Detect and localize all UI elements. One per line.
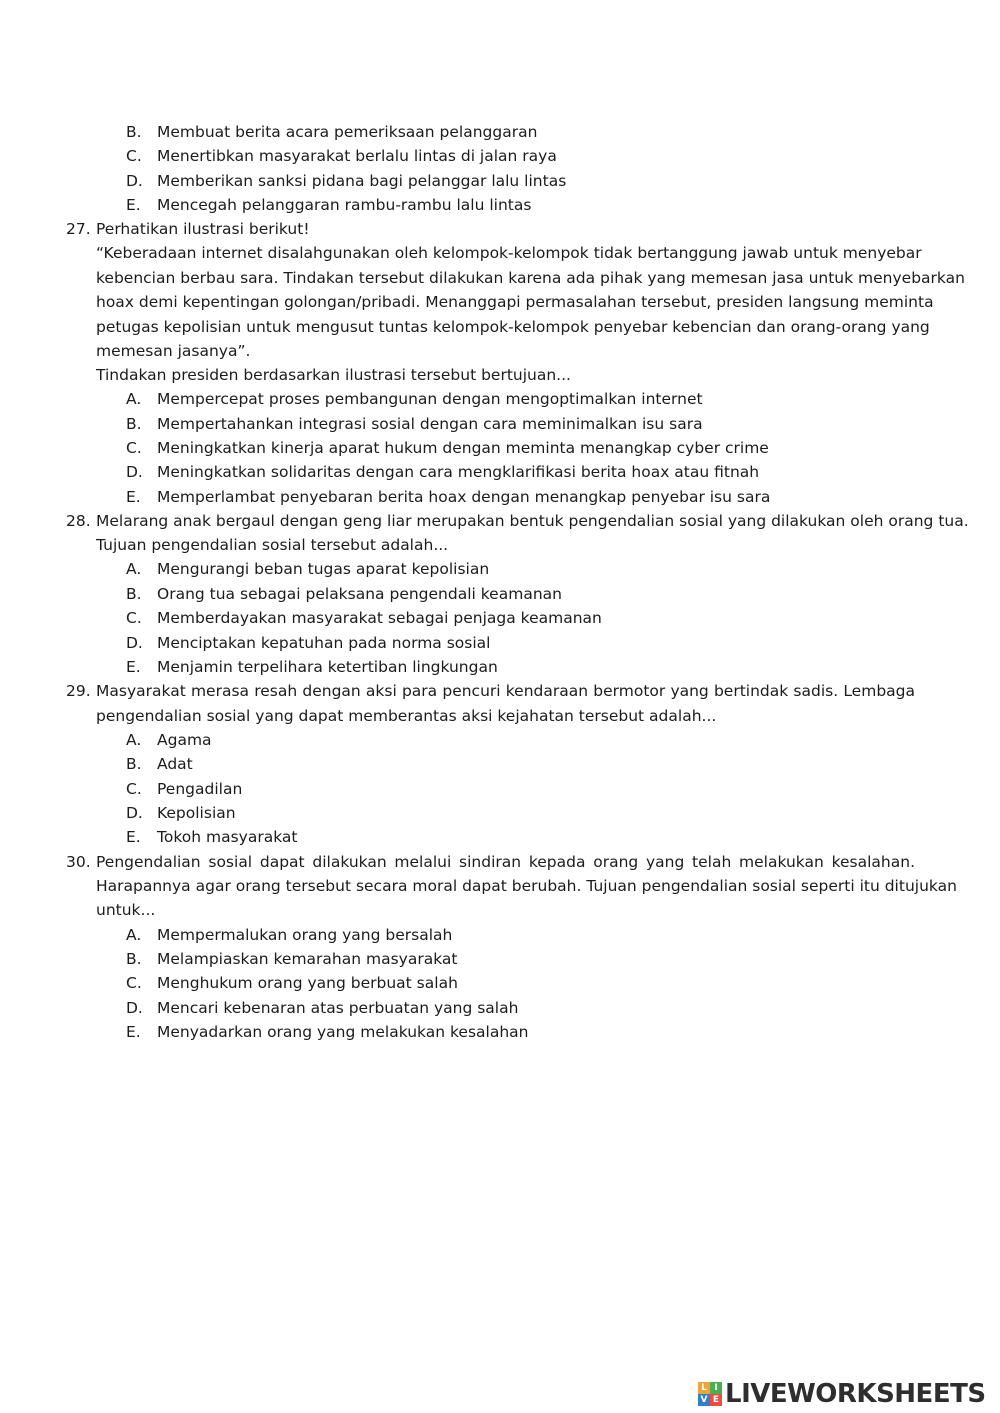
option-text: Menghukum orang yang berbuat salah xyxy=(157,974,458,992)
q29-line: Masyarakat merasa resah dengan aksi para pencuri kendaraan bermotor yang bertindak sadis. Lembaga xyxy=(96,682,915,700)
option-letter: B. xyxy=(126,585,142,603)
option-text: Mempermalukan orang yang bersalah xyxy=(157,926,453,944)
q27-option-a xyxy=(126,387,703,411)
option-text: Menyadarkan orang yang melakukan kesalahan xyxy=(157,1023,529,1041)
option-text: Mempertahankan integrasi sosial dengan cara meminimalkan isu sara xyxy=(157,415,703,433)
q30-line: Pengendalian sosial dapat dilakukan melalui sindiran kepada orang yang telah melakukan kesalahan. xyxy=(96,853,915,871)
option-letter: A. xyxy=(126,560,142,578)
option-text: Pengadilan xyxy=(157,780,243,798)
option-text: Mencegah pelanggaran rambu-rambu lalu lintas xyxy=(157,196,532,214)
q29-option-d xyxy=(126,801,236,825)
q30-line: Harapannya agar orang tersebut secara moral dapat berubah. Tujuan pengendalian sosial seperti itu ditujukan xyxy=(96,877,957,895)
q29-option-b xyxy=(126,752,193,776)
q30-option-c xyxy=(126,971,458,995)
q27-option-e xyxy=(126,485,770,509)
q27-quote-line: “Keberadaan internet disalahgunakan oleh kelompok-kelompok tidak bertanggung jawab untuk menyebar xyxy=(96,244,922,262)
q30-line: untuk... xyxy=(96,901,156,919)
option-text: Tokoh masyarakat xyxy=(157,828,298,846)
q28-option-e xyxy=(126,655,498,679)
option-letter: E. xyxy=(126,488,141,506)
q27-question: Tindakan presiden berdasarkan ilustrasi tersebut bertujuan... xyxy=(96,366,571,384)
q28-option-a xyxy=(126,557,489,581)
option-letter: D. xyxy=(126,463,143,481)
q27-option-d xyxy=(126,460,759,484)
option-letter: E. xyxy=(126,658,141,676)
logo-mark-letter: E xyxy=(710,1394,722,1406)
q26-option-c xyxy=(126,144,557,168)
option-letter: A. xyxy=(126,390,142,408)
q29-option-c xyxy=(126,777,242,801)
option-text: Orang tua sebagai pelaksana pengendali keamanan xyxy=(157,585,562,603)
option-letter: A. xyxy=(126,731,142,749)
q29-line: pengendalian sosial yang dapat memberantas aksi kejahatan tersebut adalah... xyxy=(96,707,717,725)
option-text: Menjamin terpelihara ketertiban lingkungan xyxy=(157,658,498,676)
q28-line: Melarang anak bergaul dengan geng liar merupakan bentuk pengendalian sosial yang dilakukan oleh orang tua. xyxy=(96,512,969,530)
q29-number: 29. xyxy=(66,682,91,700)
option-text: Memperlambat penyebaran berita hoax dengan menangkap penyebar isu sara xyxy=(157,488,771,506)
option-text: Kepolisian xyxy=(157,804,236,822)
option-letter: E. xyxy=(126,196,141,214)
q30-option-b xyxy=(126,947,457,971)
q27-quote-line: petugas kepolisian untuk mengusut tuntas kelompok-kelompok penyebar kebencian dan orang-orang yang xyxy=(96,318,930,336)
q27-quote-line: kebencian berbau sara. Tindakan tersebut dilakukan karena ada pihak yang memesan jasa untuk menyebarkan xyxy=(96,269,965,287)
logo-mark-letter: I xyxy=(710,1382,722,1394)
option-text: Menertibkan masyarakat berlalu lintas di jalan raya xyxy=(157,147,557,165)
q28-line: Tujuan pengendalian sosial tersebut adalah... xyxy=(96,536,449,554)
q29-option-e xyxy=(126,825,297,849)
q28-number: 28. xyxy=(66,512,91,530)
q27-quote-line: hoax demi kepentingan golongan/pribadi. Menanggapi permasalahan tersebut, presiden langsung meminta xyxy=(96,293,934,311)
q28-option-d xyxy=(126,631,490,655)
option-letter: D. xyxy=(126,804,143,822)
option-text: Memberikan sanksi pidana bagi pelanggar lalu lintas xyxy=(157,172,567,190)
option-letter: B. xyxy=(126,415,142,433)
q29-option-a xyxy=(126,728,212,752)
option-text: Melampiaskan kemarahan masyarakat xyxy=(157,950,458,968)
option-letter: E. xyxy=(126,828,141,846)
q28-option-b xyxy=(126,582,562,606)
option-text: Mengurangi beban tugas aparat kepolisian xyxy=(157,560,490,578)
logo-mark-letter: L xyxy=(698,1382,710,1394)
option-text: Agama xyxy=(157,731,212,749)
q27-option-c xyxy=(126,436,769,460)
q27-quote-line: memesan jasanya”. xyxy=(96,342,251,360)
option-text: Meningkatkan solidaritas dengan cara mengklarifikasi berita hoax atau fitnah xyxy=(157,463,760,481)
option-letter: C. xyxy=(126,780,142,798)
option-letter: D. xyxy=(126,172,143,190)
option-letter: D. xyxy=(126,634,143,652)
q26-option-b xyxy=(126,120,537,144)
option-letter: B. xyxy=(126,755,142,773)
liveworksheets-wordmark: LIVEWORKSHEETS xyxy=(725,1379,986,1409)
q26-option-d xyxy=(126,169,566,193)
q28-option-c xyxy=(126,606,602,630)
option-text: Menciptakan kepatuhan pada norma sosial xyxy=(157,634,491,652)
q30-number: 30. xyxy=(66,853,91,871)
option-letter: B. xyxy=(126,123,142,141)
liveworksheets-logo xyxy=(698,1378,986,1410)
option-letter: D. xyxy=(126,999,143,1017)
option-letter: B. xyxy=(126,950,142,968)
option-text: Meningkatkan kinerja aparat hukum dengan meminta menangkap cyber crime xyxy=(157,439,769,457)
option-text: Adat xyxy=(157,755,193,773)
liveworksheets-mark-icon xyxy=(698,1382,722,1406)
q26-option-e xyxy=(126,193,531,217)
q30-option-e xyxy=(126,1020,528,1044)
q30-option-a xyxy=(126,923,452,947)
q27-option-b xyxy=(126,412,703,436)
q27-intro: Perhatikan ilustrasi berikut! xyxy=(96,220,310,238)
q30-option-d xyxy=(126,996,518,1020)
option-text: Membuat berita acara pemeriksaan pelanggaran xyxy=(157,123,538,141)
option-text: Mencari kebenaran atas perbuatan yang salah xyxy=(157,999,519,1017)
option-letter: C. xyxy=(126,609,142,627)
option-letter: C. xyxy=(126,439,142,457)
option-letter: E. xyxy=(126,1023,141,1041)
q27-number: 27. xyxy=(66,220,91,238)
option-letter: A. xyxy=(126,926,142,944)
option-letter: C. xyxy=(126,147,142,165)
option-letter: C. xyxy=(126,974,142,992)
option-text: Memberdayakan masyarakat sebagai penjaga keamanan xyxy=(157,609,602,627)
logo-mark-letter: V xyxy=(698,1394,710,1406)
option-text: Mempercepat proses pembangunan dengan mengoptimalkan internet xyxy=(157,390,703,408)
